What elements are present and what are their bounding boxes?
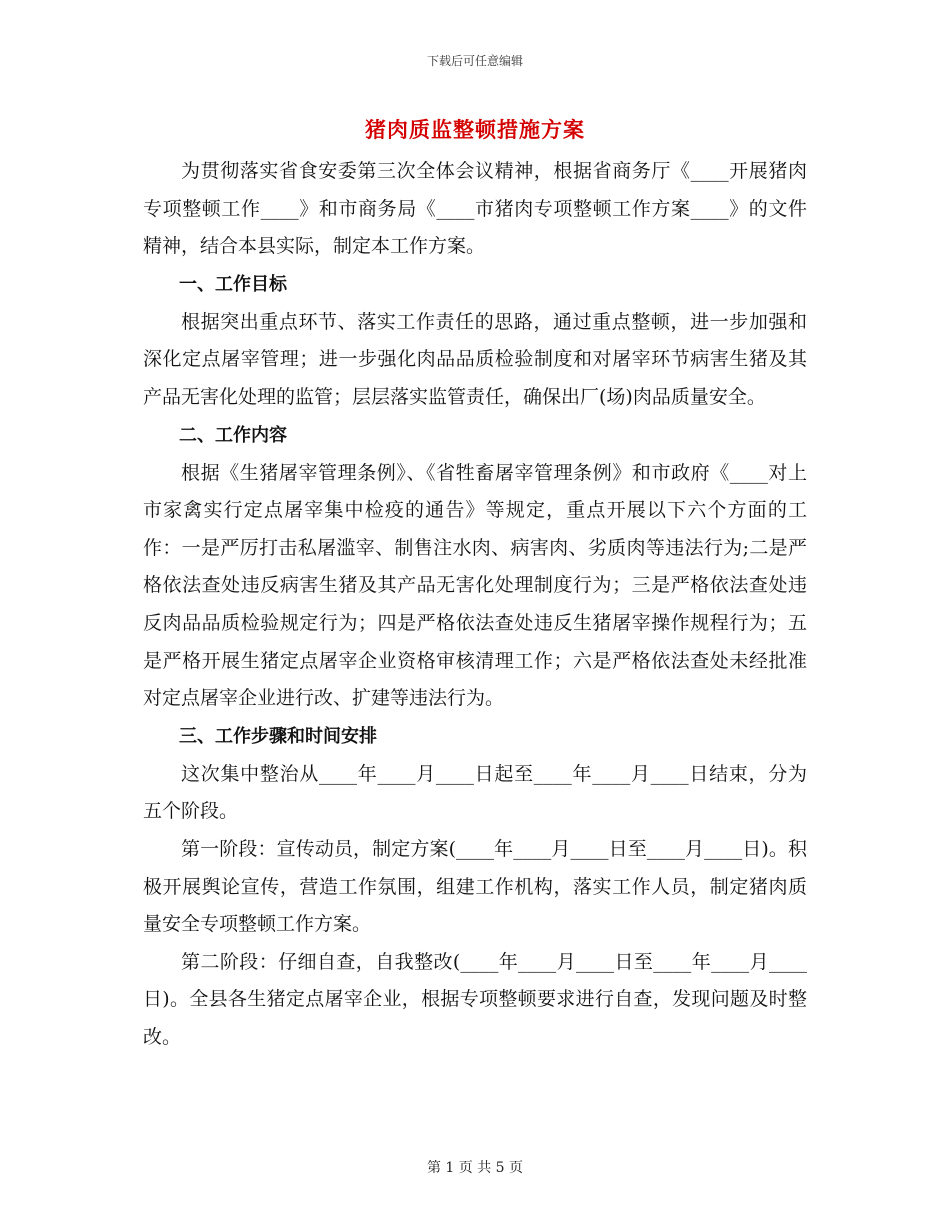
content-paragraph: 根据《生猪屠宰管理条例》、《省牲畜屠宰管理条例》和市政府《____对上市家禽实行定点屠宰集中检疫的通告》等规定，重点开展以下六个方面的工作：一是严厉打击私屠滥宰、制售注水肉、病害肉、劣质肉等违法行为;二是严格依法查处违反病害生猪及其产品无害化处理制度行为；三是严格依法查处违反肉品品质检验规定行为；四是严格依法查处违反生猪屠宰操作规程行为；五是严格开展生猪定点屠宰企业资格审核清理工作；六是严格依法查处未经批准对定点屠宰企业进行改、扩建等违法行为。: [143, 461, 807, 710]
document-body: [143, 153, 807, 1056]
intro-paragraph: 为贯彻落实省食安委第三次全体会议精神，根据省商务厅《____开展猪肉专项整顿工作____》和市商务局《____市猪肉专项整顿工作方案____》的文件精神，结合本县实际，制定本工作方案。: [143, 160, 807, 258]
stage-one-paragraph: 第一阶段：宣传动员，制定方案(____年____月____日至____月____日)。积极开展舆论宣传，营造工作氛围，组建工作机构，落实工作人员，制定猪肉质量安全专项整顿工作方案。: [143, 837, 807, 936]
document-title: 猪肉质监整顿措施方案: [365, 118, 585, 142]
schedule-paragraph: 这次集中整治从____年____月____日起至____年____月____日结束，分为五个阶段。: [143, 762, 807, 823]
page-number-footer: 第 1 页 共 5 页: [426, 1160, 524, 1176]
section-heading-content: 二、工作内容: [179, 424, 287, 446]
section-heading-schedule: 三、工作步骤和时间安排: [179, 725, 377, 747]
section-heading-goals: 一、工作目标: [179, 273, 287, 295]
stage-two-paragraph: 第二阶段：仔细自查，自我整改(____年____月____日至____年____月____日)。全县各生猪定点屠宰企业，根据专项整顿要求进行自查，发现问题及时整改。: [143, 950, 807, 1048]
goals-paragraph: 根据突出重点环节、落实工作责任的思路，通过重点整顿，进一步加强和深化定点屠宰管理；进一步强化肉品品质检验制度和对屠宰环节病害生猪及其产品无害化处理的监管；层层落实监管责任，确保出厂(场)肉品质量安全。: [143, 310, 807, 408]
page-header-note: 下载后可任意编辑: [426, 54, 523, 68]
